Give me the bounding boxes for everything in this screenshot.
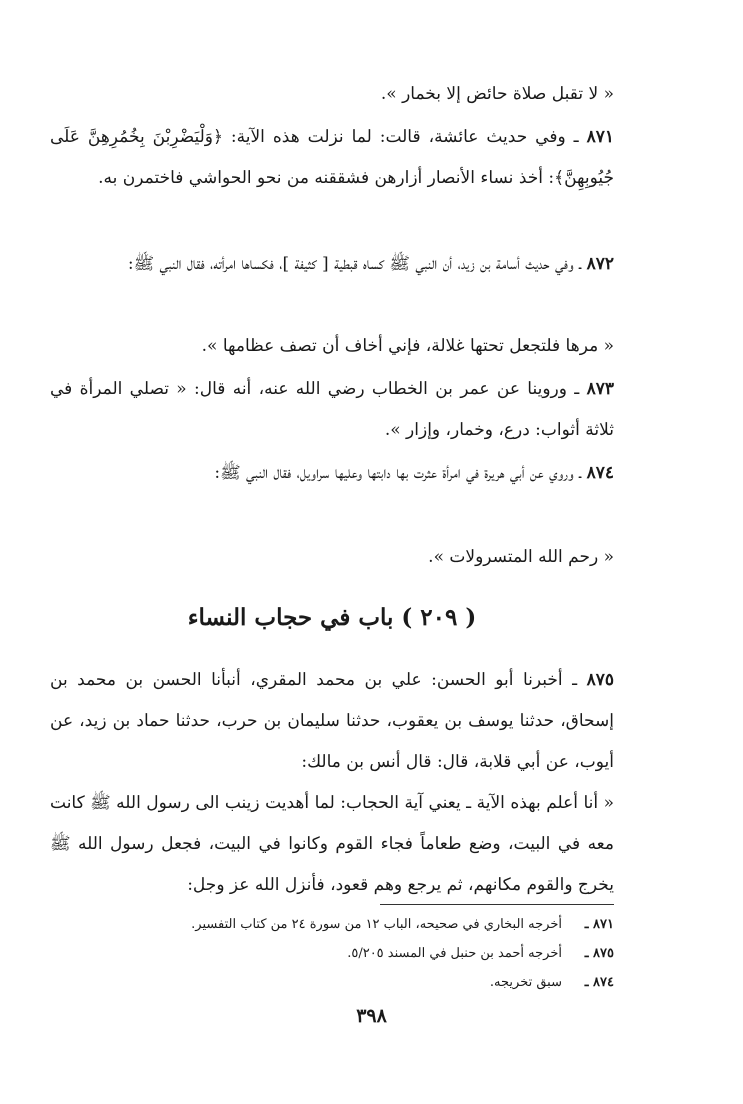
page-number: ٣٩٨: [356, 1005, 387, 1027]
footnote-text: أخرجه أحمد بن حنبل في المسند ٥/٢٠٥.: [347, 946, 562, 961]
hadith-number: ٨٧٣: [586, 379, 614, 399]
paragraph-874: [50, 453, 614, 494]
footnote-number: ٨٧١ ـ: [584, 917, 614, 932]
paragraph-text: « لا تقبل صلاة حائض إلا بخمار ».: [380, 84, 614, 104]
paragraph-874-quote: [50, 537, 614, 578]
paragraph-text: ـ وروينا عن عمر بن الخطاب رضي الله عنه، أنه قال: « تصلي المرأة في ثلاثة أثواب: درع، وخمار، وإزار ».: [50, 379, 614, 440]
paragraph-872: [50, 244, 614, 285]
footnote-number: ٨٧٤ ـ: [584, 975, 614, 990]
footnote-item: [90, 968, 614, 997]
footnote-item: [90, 910, 614, 939]
paragraph-872-quote: [50, 326, 614, 367]
footnote-item: [90, 939, 614, 968]
hadith-number: ٨٧٤: [586, 463, 614, 483]
footnote-divider: [380, 904, 614, 905]
paragraph-text: « أنا أعلم بهذه الآية ـ يعني آية الحجاب: لما أهديت زينب الى رسول الله ﷺ كانت معه في البيت، وضع طعاماً فجاء القوم وكانوا في البيت، فجعل رسول الله ﷺ يخرج والقوم مكانهم، ثم يرجع وهم قعود، فأنزل الله عز وجل:: [50, 793, 614, 895]
chapter-heading: ( ٢٠٩ ) باب في حجاب النساء: [187, 604, 477, 631]
paragraph-quote-0: [50, 74, 614, 115]
paragraph-875-quote: [50, 783, 614, 906]
paragraph-text: ـ أخبرنا أبو الحسن: علي بن محمد المقري، أنبأنا الحسن بن محمد بن إسحاق، حدثنا يوسف بن يعقوب، حدثنا سليمان بن حرب، حدثنا حماد بن زيد، عن أيوب، عن أبي قلابة، قال: قال أنس بن مالك:: [50, 670, 614, 772]
paragraph-871: [50, 117, 614, 199]
hadith-number: ٨٧١: [586, 127, 614, 147]
paragraph-text: « رحم الله المتسرولات ».: [428, 547, 614, 567]
footnote-text: أخرجه البخاري في صحيحه، الباب ١٢ من سورة ٢٤ من كتاب التفسير.: [191, 917, 562, 932]
paragraph-875: [50, 660, 614, 783]
footnotes: [90, 910, 614, 997]
paragraph-text: ـ وفي حديث عائشة، قالت: لما نزلت هذه الآية: ﴿وَلْيَضْرِبْنَ بِخُمُرِهِنَّ عَلَى جُيُوبِهِنَّ﴾: أخذ نساء الأنصار أزارهن فشققنه من نحو الحواشي فاختمرن به.: [50, 127, 614, 188]
footnote-text: سبق تخريجه.: [489, 975, 562, 990]
hadith-number: ٨٧٢: [586, 254, 614, 274]
paragraph-text: « مرها فلتجعل تحتها غلالة، فإني أخاف أن تصف عظامها ».: [201, 336, 614, 356]
hadith-number: ٨٧٥: [586, 670, 614, 690]
paragraph-873: [50, 369, 614, 451]
paragraph-text: ـ وفي حديث أسامة بن زيد، أن النبي ﷺ كساه قبطية [ كثيفة ]، فكساها امرأته، فقال النبي ﷺ:: [127, 254, 582, 274]
paragraph-text: ـ وروي عن أبي هريرة في امرأة عثرت بها دابتها وعليها سراويل، فقال النبي ﷺ:: [214, 463, 582, 483]
footnote-number: ٨٧٥ ـ: [584, 946, 614, 961]
